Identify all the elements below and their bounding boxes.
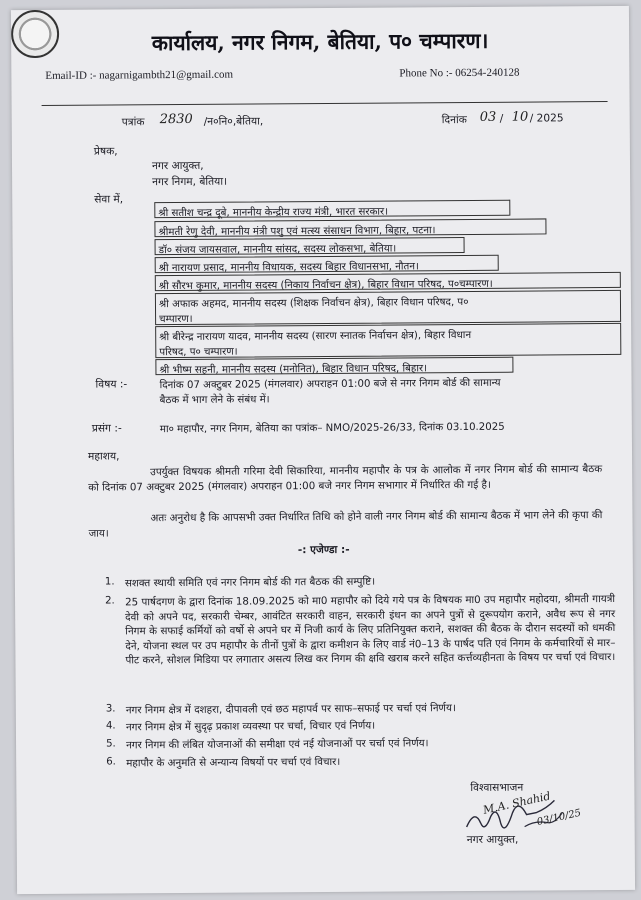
agenda-num: 4. (105, 720, 116, 732)
agenda-item-4: नगर निगम क्षेत्र में सुदृढ़ प्रकाश व्यवस्था पर चर्चा, विचार एवं निर्णय। (125, 719, 376, 734)
body-para-2: अतः अनुरोध है कि आपसभी उक्त निर्धारित तिथि को होने वाली नगर निगम बोर्ड की सामान्य बैठक में भाग लेने की कृपा की जाय। (88, 509, 603, 540)
recipient-item: श्री सतीश चन्द्र दूबे, माननीय केन्द्रीय राज्य मंत्री, भारत सरकार। (158, 206, 389, 220)
recipient-item: डॉ० संजय जायसवाल, माननीय सांसद, सदस्य लोकसभा, बेतिया। (158, 243, 397, 257)
recipient-item: परिषद, प० चम्पारण। (159, 346, 238, 359)
signature-date: 03/10/25 (535, 807, 583, 829)
agenda-num: 2. (105, 595, 115, 607)
recipient-item: श्री बीरेन्द्र नारायण यादव, माननीय सदस्य (सारण स्नातक निर्वाचन क्षेत्र), बिहार विधान (159, 329, 472, 344)
patrank-suffix: /न०नि०,बेतिया, (203, 115, 264, 128)
letterhead-phone: Phone No :- 06254-240128 (399, 66, 520, 80)
valediction: विश्वासभाजन (470, 781, 524, 794)
recipient-item: श्री अफाक अहमद, माननीय सदस्य (शिक्षक निर्वाचन क्षेत्र), बिहार विधान परिषद, प० (158, 296, 469, 311)
recipient-item: श्री भीष्म सहनी, माननीय सदस्य (मनोनित), बिहार विधान परिषद, बिहार। (159, 363, 428, 377)
subject-line1: दिनांक 07 अक्टुबर 2025 (मंगलवार) अपराहन 01:00 बजे से नगर निगम बोर्ड की सामान्य (159, 377, 501, 392)
date-label: दिनांक (441, 113, 467, 127)
reference-label: प्रसंग :- (91, 422, 122, 435)
date-year: / 2025 (529, 112, 564, 125)
header-rule (42, 101, 608, 106)
agenda-item-6: महापौर के अनुमति से अन्यान्य विषयों पर चर्चा एवं विचार। (126, 755, 341, 770)
recipient-item: श्री सौरभ कुमार, माननीय सदस्य (निकाय निर्वाचन क्षेत्र), बिहार विधान परिषद, प०चम्पारण। (158, 278, 493, 293)
agenda-num: 5. (106, 738, 116, 750)
agenda-item-1: सशक्त स्थायी समिति एवं नगर निगम बोर्ड की गत बैठक की सम्पुष्टि। (124, 575, 376, 590)
body-para-1: उपर्युक्त विषयक श्रीमती गरिमा देवी सिकारिया, माननीय महापौर के पत्र के आलोक में नगर निगम बोर्ड की सामान्य बैठक को दिनांक 07 अक्टुबर 2025 (मंगलवार) अपराहन 01:00 बजे नगर निगम सभागार में निर्धारित की गई है। (88, 463, 603, 494)
letterhead-email: Email-ID :- nagarnigambth21@gmail.com (45, 68, 234, 82)
recipients-label: सेवा में, (94, 193, 124, 206)
agenda-num: 1. (104, 576, 115, 588)
letter-sheet: कार्यालय, नगर निगम, बेतिया, प० चम्पारण। Email-ID :- nagarnigambth21@gmail.com Phone No :- 06254-240128 पत्रांक 2830 /न०नि०,बेतिया, दिनांक 03 / 10 / 2025 प्रेषक, नगर आयुक्त, नगर निगम, बेतिया। सेवा में, श्री सतीश चन्द्र दूबे, माननीय केन्द्रीय राज्य मंत्री, भारत सरकार। श्रीमती रेणु देवी, माननीय मंत्री पशु एवं मत्स्य संसाधन विभाग, बिहार, पटना। डॉ० संजय जायसवाल, माननीय सांसद, सदस्य लोकसभा, बेतिया। श्री नारायण प्रसाद, माननीय विधायक, सदस्य बिहार विधानसभा, नौतन। श्री सौरभ कुमार, माननीय सदस्य (निकाय निर्वाचन क्षेत्र), बिहार विधान परिषद, प०चम्पारण। श्री अफाक अहमद, माननीय सदस्य (शिक्षक निर्वाचन क्षेत्र), बिहार विधान परिषद, प० चम्पारण। श्री बीरेन्द्र नारायण यादव, माननीय सदस्य (सारण स्नातक निर्वाचन क्षेत्र), बिहार विधान परिषद, प० चम्पारण। श्री भीष्म सहनी, माननीय सदस्य (मनोनित), बिहार विधान परिषद, बिहार। विषय :- दिनांक 07 अक्टुबर 2025 (मंगलवार) अपराहन 01:00 बजे से नगर निगम बोर्ड की सामान्य बैठक में भाग लेने के संबंध में। प्रसंग :- मा० महापौर, नगर निगम, बेतिया का पत्रांक– NMO/2025-26/33, दिनांक 03.10.2025 महाशय, उपर्युक्त विषयक श्रीमती गरिमा देवी सिकारिया, माननीय महापौर के पत्र के आलोक में नगर निगम बोर्ड की सामान्य बैठक को दिनांक 07 अक्टुबर 2025 (मंगलवार) अपराहन 01:00 बजे नगर निगम सभागार में निर्धारित की गई है। अतः अनुरोध है कि आपसभी उक्त निर्धारित तिथि को होने वाली नगर निगम बोर्ड की सामान्य बैठक में भाग लेने की कृपा की जाय। -: एजेण्डा :- 1. सशक्त स्थायी समिति एवं नगर निगम बोर्ड की गत बैठक की सम्पुष्टि। 2. 25 पार्षदगण के द्वारा दिनांक 18.09.2025 को मा0 महापौर को दिये गये पत्र के विषयक मा0 उप महापौर महोदया, श्रीमती गायत्री देवी को अपने पद, सरकारी चेम्बर, आवंटित सरकारी वाहन, सरकारी इंधन का अपने पुत्रों से दुरूपयोग कराने, अवैध रूप से नगर निगम के सफाई कर्मियों को वर्षो से अपने घर में निजी कार्य के लिए प्रतिनियुक्त कराने, सशक्त की बैठक के दौरान सदस्यों को धमकी देने, योजना स्थल पर उप महापौर के तीनों पुत्रों के द्वारा कमीशन के लिए वार्ड नं0–13 के पार्षद पति एवं निगम के कर्मचारियों से मार–पीट करने, सोशल मिडिया पर लगातार असत्य लिख कर निगम की क्षवि खराब करने सहित कर्त्तव्यहीनता के विषय पर चर्चा एवं विचार। 3. नगर निगम क्षेत्र में दशहरा, दीपावली एवं छठ महापर्व पर साफ–सफाई पर चर्चा एवं निर्णय। 4. नगर निगम क्षेत्र में सुदृढ़ प्रकाश व्यवस्था पर चर्चा, विचार एवं निर्णय। 5. नगर निगम की लंबित योजनाओं की समीक्षा एवं नई योजनाओं पर चर्चा एवं निर्णय। 6. महापौर के अनुमति से अन्यान्य विषयों पर चर्चा एवं विचार। विश्वासभाजन M.A. Shahid 03/10/25 नगर आयुक्त, (11, 6, 635, 894)
sender-label: प्रेषक, (93, 145, 118, 158)
date-day: 03 (479, 109, 497, 125)
sender-line2: नगर निगम, बेतिया। (152, 175, 228, 189)
agenda-item-3: नगर निगम क्षेत्र में दशहरा, दीपावली एवं छठ महापर्व पर साफ–सफाई पर चर्चा एवं निर्णय। (125, 702, 456, 717)
subject-label: विषय :- (95, 378, 128, 391)
agenda-num: 3. (105, 703, 116, 715)
salutation: महाशय, (87, 450, 120, 463)
sender-line1: नगर आयुक्त, (151, 159, 204, 173)
patrank-number: 2830 (159, 111, 193, 128)
recipient-item: श्री नारायण प्रसाद, माननीय विधायक, सदस्य बिहार विधानसभा, नौतन। (158, 261, 419, 275)
signature-text: M.A. Shahid (481, 789, 552, 817)
agenda-item-2: 25 पार्षदगण के द्वारा दिनांक 18.09.2025 को मा0 महापौर को दिये गये पत्र के विषयक मा0 उप महापौर महोदया, श्रीमती गायत्री देवी को अपने पद, सरकारी चेम्बर, आवंटित सरकारी वाहन, सरकारी इंधन का अपने पुत्रों से दुरूपयोग कराने, अवैध रूप से नगर निगम के सफाई कर्मियों को वर्षो से अपने घर में निजी कार्य के लिए प्रतिनियुक्त कराने, सशक्त की बैठक के दौरान सदस्यों को धमकी देने, योजना स्थल पर उप महापौर के तीनों पुत्रों के द्वारा कमीशन के लिए वार्ड नं0–13 के पार्षद पति एवं निगम के कर्मचारियों से मार–पीट करने, सोशल मिडिया पर लगातार असत्य लिख कर निगम की क्षवि खराब करने सहित कर्त्तव्यहीनता के विषय पर चर्चा एवं विचार। (125, 592, 616, 667)
designation: नगर आयुक्त, (466, 833, 519, 847)
patrank-label: पत्रांक (121, 116, 145, 129)
agenda-item-5: नगर निगम की लंबित योजनाओं की समीक्षा एवं नई योजनाओं पर चर्चा एवं निर्णय। (126, 737, 429, 752)
letterhead-title: कार्यालय, नगर निगम, बेतिया, प० चम्पारण। (151, 27, 489, 56)
agenda-heading: -: एजेण्डा :- (297, 543, 350, 557)
agenda-num: 6. (106, 756, 116, 768)
recipient-item: श्रीमती रेणु देवी, माननीय मंत्री पशु एवं मत्स्य संसाधन विभाग, बिहार, पटना। (158, 225, 436, 239)
date-month: 10 (511, 109, 529, 125)
reference-text: मा० महापौर, नगर निगम, बेतिया का पत्रांक– NMO/2025-26/33, दिनांक 03.10.2025 (159, 421, 505, 436)
subject-line2: बैठक में भाग लेने के संबंध में। (159, 394, 270, 407)
recipient-item: चम्पारण। (159, 313, 193, 326)
